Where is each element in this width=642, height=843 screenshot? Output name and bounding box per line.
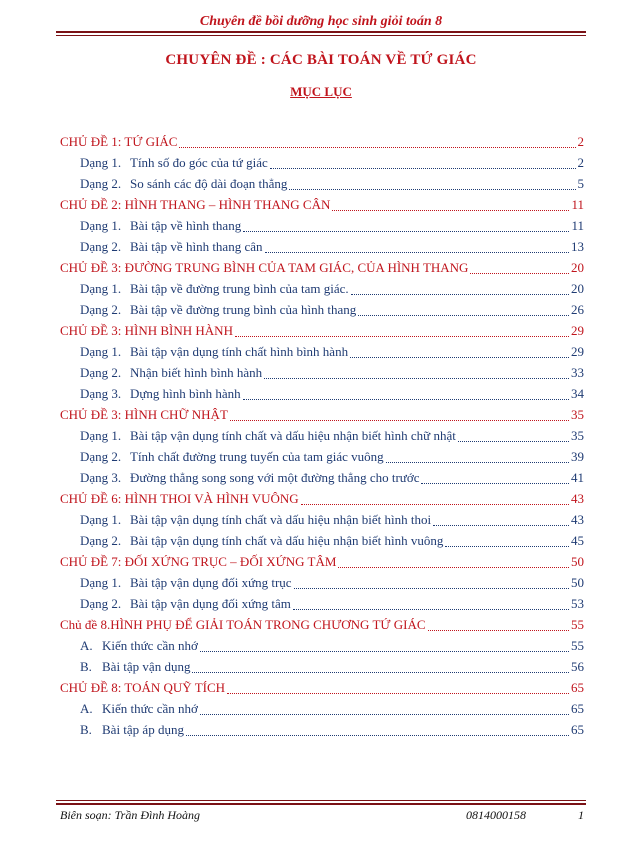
toc-entry-marker: A. <box>80 701 93 716</box>
toc-section-entry[interactable] <box>60 659 584 680</box>
toc-entry-marker: Dạng 3. <box>80 386 122 401</box>
toc-leader-dots <box>289 189 575 190</box>
toc-entry-label <box>80 638 198 654</box>
toc-entry-text: Nhận biết hình bình hành <box>130 365 263 380</box>
toc-entry-label <box>80 449 384 465</box>
toc-entry-marker: Dạng 2. <box>80 302 122 317</box>
toc-entry-label <box>60 197 330 213</box>
toc-entry-text: Bài tập về đường trung bình của hình thang <box>130 302 357 317</box>
toc-entry-label <box>80 722 184 738</box>
toc-entry-text: Bài tập vận dụng đối xứng tâm <box>130 596 291 611</box>
toc-heading: MỤC LỤC <box>290 84 352 99</box>
toc-page-number: 65 <box>571 701 584 716</box>
toc-section-entry[interactable] <box>60 386 584 407</box>
document-title: CHUYÊN ĐỀ : CÁC BÀI TOÁN VỀ TỨ GIÁC <box>165 52 477 68</box>
toc-leader-dots <box>332 210 569 211</box>
toc-page-number: 50 <box>571 554 584 569</box>
toc-section-entry[interactable] <box>60 722 584 743</box>
toc-entry-text: Dựng hình bình hành <box>130 386 241 401</box>
toc-entry-text: Bài tập vận dụng tính chất hình bình hành <box>130 344 349 359</box>
toc-page-number: 2 <box>577 155 584 170</box>
toc-page-number: 20 <box>571 260 584 275</box>
toc-entry-label <box>80 155 268 171</box>
toc-entry-text: Kiến thức cần nhớ <box>102 638 198 653</box>
toc-page-number: 43 <box>571 491 584 506</box>
toc-section-entry[interactable] <box>60 239 584 260</box>
toc-entry-marker: Dạng 1. <box>80 575 122 590</box>
toc-page-number: 20 <box>571 281 584 296</box>
toc-entry-label <box>60 134 177 150</box>
toc-entry-marker: B. <box>80 659 92 674</box>
toc-leader-dots <box>433 525 569 526</box>
toc-leader-dots <box>386 462 569 463</box>
toc-leader-dots <box>235 336 569 337</box>
toc-leader-dots <box>428 630 569 631</box>
toc-entry-text: Kiến thức cần nhớ <box>102 701 198 716</box>
toc-entry-text: CHỦ ĐỀ 1: TỨ GIÁC <box>60 134 178 149</box>
toc-entry-label <box>80 302 356 318</box>
toc-entry-text: Chủ đề 8.HÌNH PHỤ ĐỂ GIẢI TOÁN TRONG CHƯƠNG TỨ GIÁC <box>60 617 426 632</box>
toc-leader-dots <box>351 294 569 295</box>
toc-page-number: 2 <box>577 134 584 149</box>
toc-entry-marker: Dạng 1. <box>80 512 122 527</box>
toc-entry-label <box>80 281 349 297</box>
toc-entry-text: Đường thẳng song song với một đường thẳng cho trước <box>130 470 420 485</box>
toc-page-number: 56 <box>571 659 584 674</box>
toc-page-number: 35 <box>571 407 584 422</box>
toc-entry-label <box>80 512 431 528</box>
running-header: Chuyên đề bồi dưỡng học sinh giỏi toán 8 <box>199 14 443 29</box>
toc-section-entry[interactable] <box>60 533 584 554</box>
toc-entry-label <box>80 701 198 717</box>
toc-entry-label <box>80 218 241 234</box>
toc-chapter-entry[interactable] <box>60 407 584 428</box>
toc-entry-marker: Dạng 1. <box>80 218 122 233</box>
toc-section-entry[interactable] <box>60 512 584 533</box>
toc-entry-label <box>80 596 291 612</box>
toc-section-entry[interactable] <box>60 596 584 617</box>
toc-entry-label <box>80 239 263 255</box>
toc-chapter-entry[interactable] <box>60 554 584 575</box>
toc-leader-dots <box>458 441 569 442</box>
toc-section-entry[interactable] <box>60 155 584 176</box>
toc-leader-dots <box>470 273 569 274</box>
toc-section-entry[interactable] <box>60 302 584 323</box>
toc-chapter-entry[interactable] <box>60 134 584 155</box>
toc-entry-text: Bài tập về hình thang <box>130 218 242 233</box>
toc-entry-label <box>80 470 419 486</box>
toc-chapter-entry[interactable] <box>60 260 584 281</box>
toc-entry-text: Bài tập vận dụng tính chất và dấu hiệu nhận biết hình vuông <box>130 533 444 548</box>
toc-leader-dots <box>293 609 569 610</box>
toc-leader-dots <box>227 693 569 694</box>
toc-entry-text: CHỦ ĐỀ 6: HÌNH THOI VÀ HÌNH VUÔNG <box>60 491 299 506</box>
toc-page-number: 45 <box>571 533 584 548</box>
toc-leader-dots <box>270 168 576 169</box>
footer-rule-thick <box>56 803 586 805</box>
toc-entry-label <box>80 659 190 675</box>
toc-section-entry[interactable] <box>60 344 584 365</box>
toc-entry-text: So sánh các độ dài đoạn thẳng <box>130 176 288 191</box>
toc-entry-text: CHỦ ĐỀ 3: HÌNH BÌNH HÀNH <box>60 323 233 338</box>
toc-page-number: 39 <box>571 449 584 464</box>
toc-section-entry[interactable] <box>60 428 584 449</box>
toc-page-number: 43 <box>571 512 584 527</box>
toc-page-number: 29 <box>571 344 584 359</box>
toc-leader-dots <box>179 147 575 148</box>
toc-leader-dots <box>243 231 569 232</box>
toc-entry-text: Tính số đo góc của tứ giác <box>130 155 268 170</box>
toc-entry-label <box>60 680 225 696</box>
toc-chapter-entry[interactable] <box>60 197 584 218</box>
toc-leader-dots <box>294 588 569 589</box>
toc-entry-text: Bài tập vận dụng đối xứng trục <box>130 575 292 590</box>
toc-entry-marker: Dạng 2. <box>80 449 122 464</box>
toc-entry-text: CHỦ ĐỀ 2: HÌNH THANG – HÌNH THANG CÂN <box>60 197 331 212</box>
toc-entry-label <box>80 176 287 192</box>
toc-entry-marker: Dạng 2. <box>80 365 122 380</box>
toc-entry-label <box>80 344 348 360</box>
toc-leader-dots <box>200 651 569 652</box>
toc-entry-label <box>60 260 468 276</box>
toc-entry-label <box>60 617 426 633</box>
toc-page-number: 11 <box>571 218 584 233</box>
footer-author: Biên soạn: Trần Đình Hoàng <box>60 808 201 822</box>
footer-rule-thin <box>56 800 586 801</box>
toc-page-number: 5 <box>577 176 584 191</box>
toc-entry-text: Bài tập vận dụng tính chất và dấu hiệu nhận biết hình thoi <box>130 512 432 527</box>
toc-page-number: 33 <box>571 365 584 380</box>
toc-entry-label <box>60 491 299 507</box>
toc-entry-text: Bài tập về hình thang cân <box>130 239 263 254</box>
toc-section-entry[interactable] <box>60 365 584 386</box>
toc-entry-text: CHỦ ĐỀ 3: HÌNH CHỮ NHẬT <box>60 407 228 422</box>
toc-chapter-entry[interactable] <box>60 323 584 344</box>
toc-page-number: 41 <box>571 470 584 485</box>
toc-leader-dots <box>192 672 569 673</box>
toc-entry-marker: Dạng 1. <box>80 281 122 296</box>
toc-leader-dots <box>230 420 569 421</box>
toc-page-number: 53 <box>571 596 584 611</box>
toc-chapter-entry[interactable] <box>60 491 584 512</box>
toc-page-number: 65 <box>571 722 584 737</box>
toc-page-number: 50 <box>571 575 584 590</box>
toc-entry-label <box>60 554 336 570</box>
toc-leader-dots <box>358 315 569 316</box>
toc-leader-dots <box>445 546 569 547</box>
toc-chapter-entry[interactable] <box>60 680 584 701</box>
toc-section-entry[interactable] <box>60 449 584 470</box>
toc-leader-dots <box>350 357 569 358</box>
toc-entry-marker: B. <box>80 722 92 737</box>
toc-chapter-entry[interactable] <box>60 617 584 638</box>
toc-entry-label <box>80 428 456 444</box>
toc-entry-marker: Dạng 1. <box>80 155 122 170</box>
toc-entry-marker: A. <box>80 638 93 653</box>
toc-entry-label <box>80 365 262 381</box>
toc-page-number: 65 <box>571 680 584 695</box>
toc-page-number: 34 <box>571 386 584 401</box>
toc-page-number: 55 <box>571 617 584 632</box>
toc-entry-label <box>80 533 443 549</box>
toc-section-entry[interactable] <box>60 470 584 491</box>
toc-entry-marker: Dạng 2. <box>80 596 122 611</box>
toc-page-number: 11 <box>571 197 584 212</box>
toc-entry-marker: Dạng 1. <box>80 428 122 443</box>
toc-page-number: 26 <box>571 302 584 317</box>
toc-leader-dots <box>186 735 569 736</box>
toc-page-number: 13 <box>571 239 584 254</box>
toc-entry-text: Bài tập về đường trung bình của tam giác. <box>130 281 349 296</box>
toc-entry-label <box>60 407 228 423</box>
toc-entry-marker: Dạng 2. <box>80 176 122 191</box>
footer-page-number: 1 <box>578 808 584 822</box>
toc-leader-dots <box>421 483 569 484</box>
table-of-contents <box>60 134 584 743</box>
toc-section-entry[interactable] <box>60 281 584 302</box>
toc-leader-dots <box>301 504 569 505</box>
footer-phone: 0814000158 <box>466 808 526 822</box>
toc-entry-text: Bài tập vận dụng tính chất và dấu hiệu nhận biết hình chữ nhật <box>130 428 456 443</box>
toc-section-entry[interactable] <box>60 218 584 239</box>
toc-entry-marker: Dạng 2. <box>80 533 122 548</box>
toc-leader-dots <box>243 399 569 400</box>
header-rule-thick <box>56 31 586 33</box>
toc-section-entry[interactable] <box>60 176 584 197</box>
toc-entry-text: Bài tập áp dụng <box>102 722 184 737</box>
toc-entry-text: Bài tập vận dụng <box>102 659 191 674</box>
toc-entry-label <box>60 323 233 339</box>
toc-entry-label <box>80 386 241 402</box>
toc-entry-text: CHỦ ĐỀ 7: ĐỐI XỨNG TRỤC – ĐỐI XỨNG TÂM <box>60 554 337 569</box>
toc-section-entry[interactable] <box>60 701 584 722</box>
toc-entry-marker: Dạng 2. <box>80 239 122 254</box>
toc-leader-dots <box>264 378 569 379</box>
toc-entry-text: CHỦ ĐỀ 8: TOÁN QUỸ TÍCH <box>60 680 226 695</box>
toc-section-entry[interactable] <box>60 575 584 596</box>
toc-page-number: 55 <box>571 638 584 653</box>
header-rule-thin <box>56 35 586 36</box>
toc-entry-label <box>80 575 292 591</box>
toc-leader-dots <box>265 252 570 253</box>
toc-page-number: 35 <box>571 428 584 443</box>
toc-leader-dots <box>200 714 569 715</box>
toc-entry-marker: Dạng 1. <box>80 344 122 359</box>
toc-entry-text: Tính chất đường trung tuyến của tam giác vuông <box>130 449 384 464</box>
toc-entry-text: CHỦ ĐỀ 3: ĐƯỜNG TRUNG BÌNH CỦA TAM GIÁC, CỦA HÌNH THANG <box>60 260 469 275</box>
toc-section-entry[interactable] <box>60 638 584 659</box>
toc-leader-dots <box>338 567 569 568</box>
toc-page-number: 29 <box>571 323 584 338</box>
toc-entry-marker: Dạng 3. <box>80 470 122 485</box>
